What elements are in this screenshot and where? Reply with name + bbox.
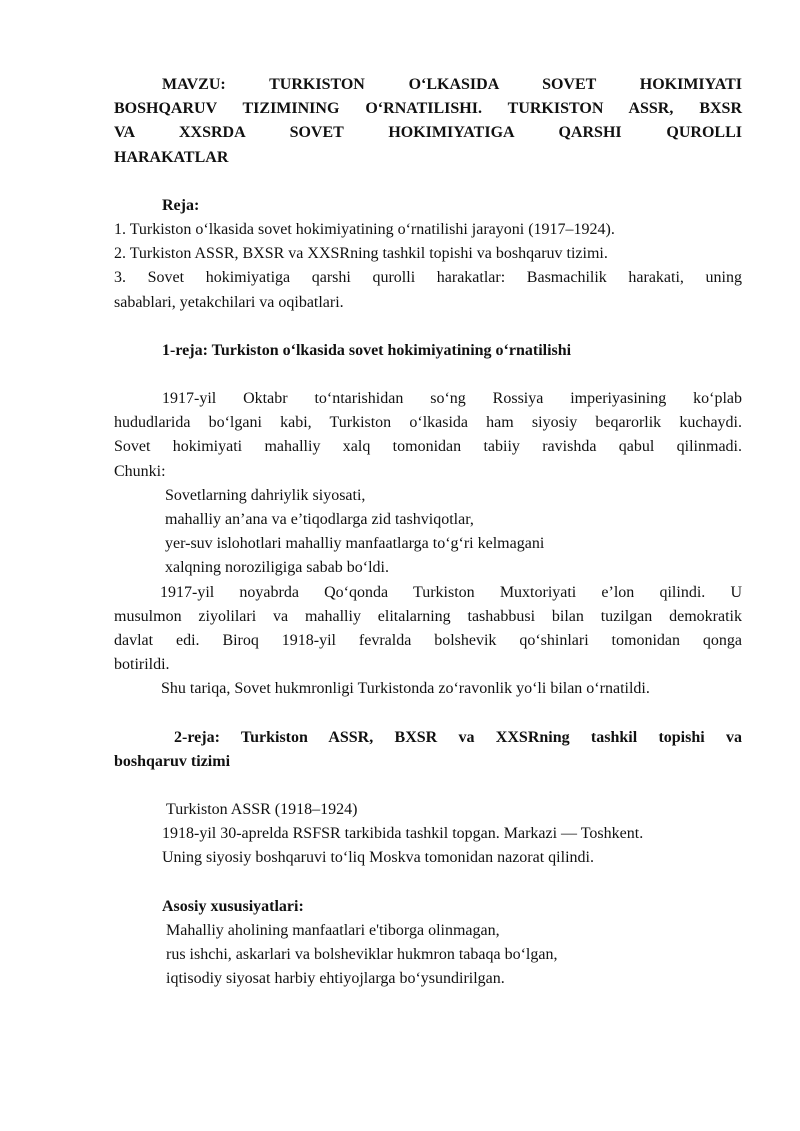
paragraph-line: Chunki: [114,462,166,480]
paragraph-line: 1917-yil noyabrda Qo‘qonda Turkiston Muxtoriyati e’lon qilindi. U [160,583,742,601]
plan-item: 1. Turkiston o‘lkasida sovet hokimiyatining o‘rnatilishi jarayoni (1917–1924). [114,221,615,239]
heading-line: 2-reja: Turkiston ASSR, BXSR va XXSRning tashkil topishi va [174,728,742,746]
paragraph-line: musulmon ziyolilari va mahalliy elitalarning tashabbusi bilan tuzilgan demokratik [114,607,742,625]
section1-paragraph2 [114,581,742,678]
reason-item: yer-suv islohotlari mahalliy manfaatlarga to‘g‘ri kelmagani [165,535,545,553]
feature-item: Mahalliy aholining manfaatlari e'tiborga olinmagan, [166,921,500,939]
section2-line: Uning siyosiy boshqaruvi to‘liq Moskva tomonidan nazorat qilindi. [162,849,594,867]
title-line: BOSHQARUV TIZIMINING O‘RNATILISHI. TURKISTON ASSR, BXSR [114,100,742,118]
paragraph-line: botirildi. [114,656,170,674]
title-line: HARAKATLAR [114,148,229,166]
plan-item: 3. Sovet hokimiyatiga qarshi qurolli harakatlar: Basmachilik harakati, uning [114,269,742,287]
paragraph-line: Sovet hokimiyati mahalliy xalq tomonidan tabiiy ravishda qabul qilinmadi. [114,438,742,456]
document-title [114,73,742,170]
feature-item: iqtisodiy siyosat harbiy ehtiyojlarga bo‘ysundirilgan. [166,970,505,988]
heading-line: boshqaruv tizimi [114,752,231,770]
plan-heading: Reja: [162,196,200,214]
reason-item: xalqning noroziligiga sabab bo‘ldi. [165,559,389,577]
plan-list [114,218,742,315]
section2-heading [114,726,742,774]
paragraph-line: hududlarida bo‘lgani kabi, Turkiston o‘lkasida ham siyosiy beqarorlik kuchaydi. [114,414,742,432]
reasons-list [114,484,742,581]
plan-item-continued: sabablari, yetakchilari va oqibatlari. [114,293,344,311]
reason-item: mahalliy an’ana va e’tiqodlarga zid tashviqotlar, [165,511,474,529]
features-heading: Asosiy xususiyatlari: [162,897,304,915]
reason-item: Sovetlarning dahriylik siyosati, [165,486,366,504]
title-line: VA XXSRDA SOVET HOKIMIYATIGA QARSHI QUROLLI [114,124,742,142]
section1-conclusion: Shu tariqa, Sovet hukmronligi Turkistonda zo‘ravonlik yo‘li bilan o‘rnatildi. [161,680,650,698]
paragraph-line: 1917-yil Oktabr to‘ntarishidan so‘ng Rossiya imperiyasining ko‘plab [162,390,742,408]
document-page [114,73,742,992]
title-line: MAVZU: TURKISTON O‘LKASIDA SOVET HOKIMIYATI [162,76,742,93]
section1-paragraph1 [114,387,742,484]
features-list [114,919,742,992]
paragraph-line: davlat edi. Biroq 1918-yil fevralda bolshevik qo‘shinlari tomonidan qonga [114,632,742,650]
plan-item: 2. Turkiston ASSR, BXSR va XXSRning tashkil topishi va boshqaruv tizimi. [114,245,608,263]
feature-item: rus ishchi, askarlari va bolsheviklar hukmron tabaqa bo‘lgan, [166,946,558,964]
section2-line: 1918-yil 30-aprelda RSFSR tarkibida tashkil topgan. Markazi — Toshkent. [162,825,644,843]
section1-heading: 1-reja: Turkiston o‘lkasida sovet hokimiyatining o‘rnatilishi [162,341,572,359]
section2-subtitle: Turkiston ASSR (1918–1924) [166,801,358,819]
